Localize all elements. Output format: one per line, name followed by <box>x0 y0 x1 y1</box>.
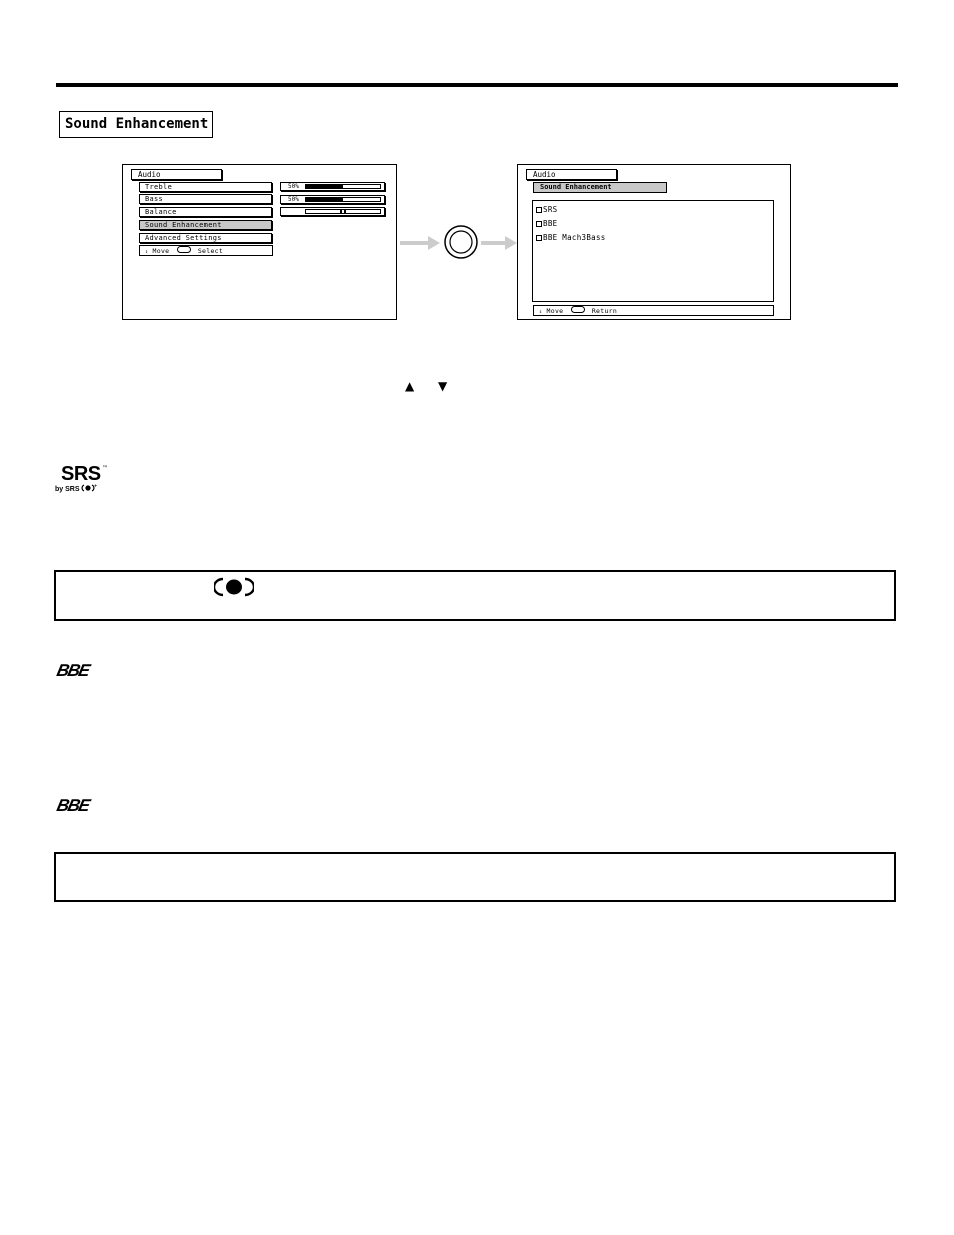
up-arrow-icon: ▲ <box>405 379 415 393</box>
srs-by-label: by SRS <box>55 486 80 493</box>
note-box-bbe <box>54 852 896 902</box>
option-bbe[interactable] <box>536 219 557 228</box>
help-select-label: Select <box>197 247 224 255</box>
menu-item-label: Sound Enhancement <box>145 221 222 229</box>
select-button-icon <box>443 224 479 260</box>
menu-item-bass[interactable] <box>139 194 272 204</box>
menu-item-label: Treble <box>145 183 173 191</box>
osd-audio-menu <box>122 164 397 320</box>
section-title: Sound Enhancement <box>59 111 213 138</box>
tab-audio[interactable] <box>131 169 222 180</box>
option-label: BBE <box>543 219 558 228</box>
srs-logo <box>55 465 115 495</box>
option-bbe-mach3bass[interactable] <box>536 233 606 242</box>
top-rule <box>56 83 898 87</box>
arrow-right-icon <box>481 235 519 251</box>
up-down-icon: ⇕ <box>539 309 543 315</box>
menu-item-sound-enhancement[interactable] <box>139 220 272 230</box>
balance-track <box>305 209 381 214</box>
select-button-icon <box>177 246 191 253</box>
help-move-label: Move <box>152 247 170 255</box>
menu-item-label: Balance <box>145 208 177 216</box>
srs-logo-text: SRS <box>61 463 101 485</box>
balance-marker <box>340 209 346 214</box>
balance-slider[interactable] <box>280 207 385 216</box>
bbe-logo: BBE <box>55 796 91 815</box>
subtab-label: Sound Enhancement <box>540 183 612 191</box>
note-box-srs <box>54 570 896 621</box>
treble-value: 50% <box>288 183 299 190</box>
help-return-label: Return <box>591 307 618 315</box>
help-move-label: Move <box>546 307 564 315</box>
tab-audio[interactable] <box>526 169 617 180</box>
srs-trademark: ™ <box>102 465 108 472</box>
svg-text:+: + <box>94 484 98 488</box>
checkbox-icon[interactable] <box>536 221 542 227</box>
option-label: BBE Mach3Bass <box>543 233 606 242</box>
option-label: SRS <box>543 205 558 214</box>
bbe-logo: BBE <box>55 661 91 680</box>
tab-audio-label: Audio <box>533 170 556 179</box>
arrow-right-icon <box>400 235 442 251</box>
menu-item-advanced-settings[interactable] <box>139 233 272 243</box>
help-bar <box>139 245 273 256</box>
down-arrow-icon: ▼ <box>438 379 448 393</box>
bass-value: 50% <box>288 196 299 203</box>
menu-item-balance[interactable] <box>139 207 272 217</box>
tab-audio-label: Audio <box>138 170 161 179</box>
bass-fill <box>306 198 343 201</box>
bass-level-bar[interactable] <box>280 195 385 204</box>
srs-circle-icon <box>214 576 254 598</box>
option-srs[interactable] <box>536 205 557 214</box>
menu-item-label: Bass <box>145 195 164 203</box>
srs-by-text <box>55 484 97 494</box>
up-down-icon: ⇕ <box>145 249 149 255</box>
srs-circle-icon <box>81 484 97 492</box>
bass-track <box>305 197 381 202</box>
help-bar <box>533 305 774 316</box>
menu-item-treble[interactable] <box>139 182 272 192</box>
treble-fill <box>306 185 343 188</box>
checkbox-icon[interactable] <box>536 235 542 241</box>
treble-level-bar[interactable] <box>280 182 385 191</box>
options-panel <box>532 200 774 302</box>
osd-sound-enhancement-menu <box>517 164 791 320</box>
return-button-icon <box>571 306 585 313</box>
menu-item-label: Advanced Settings <box>145 234 222 242</box>
treble-track <box>305 184 381 189</box>
subtab-sound-enhancement[interactable] <box>533 182 667 193</box>
checkbox-icon[interactable] <box>536 207 542 213</box>
